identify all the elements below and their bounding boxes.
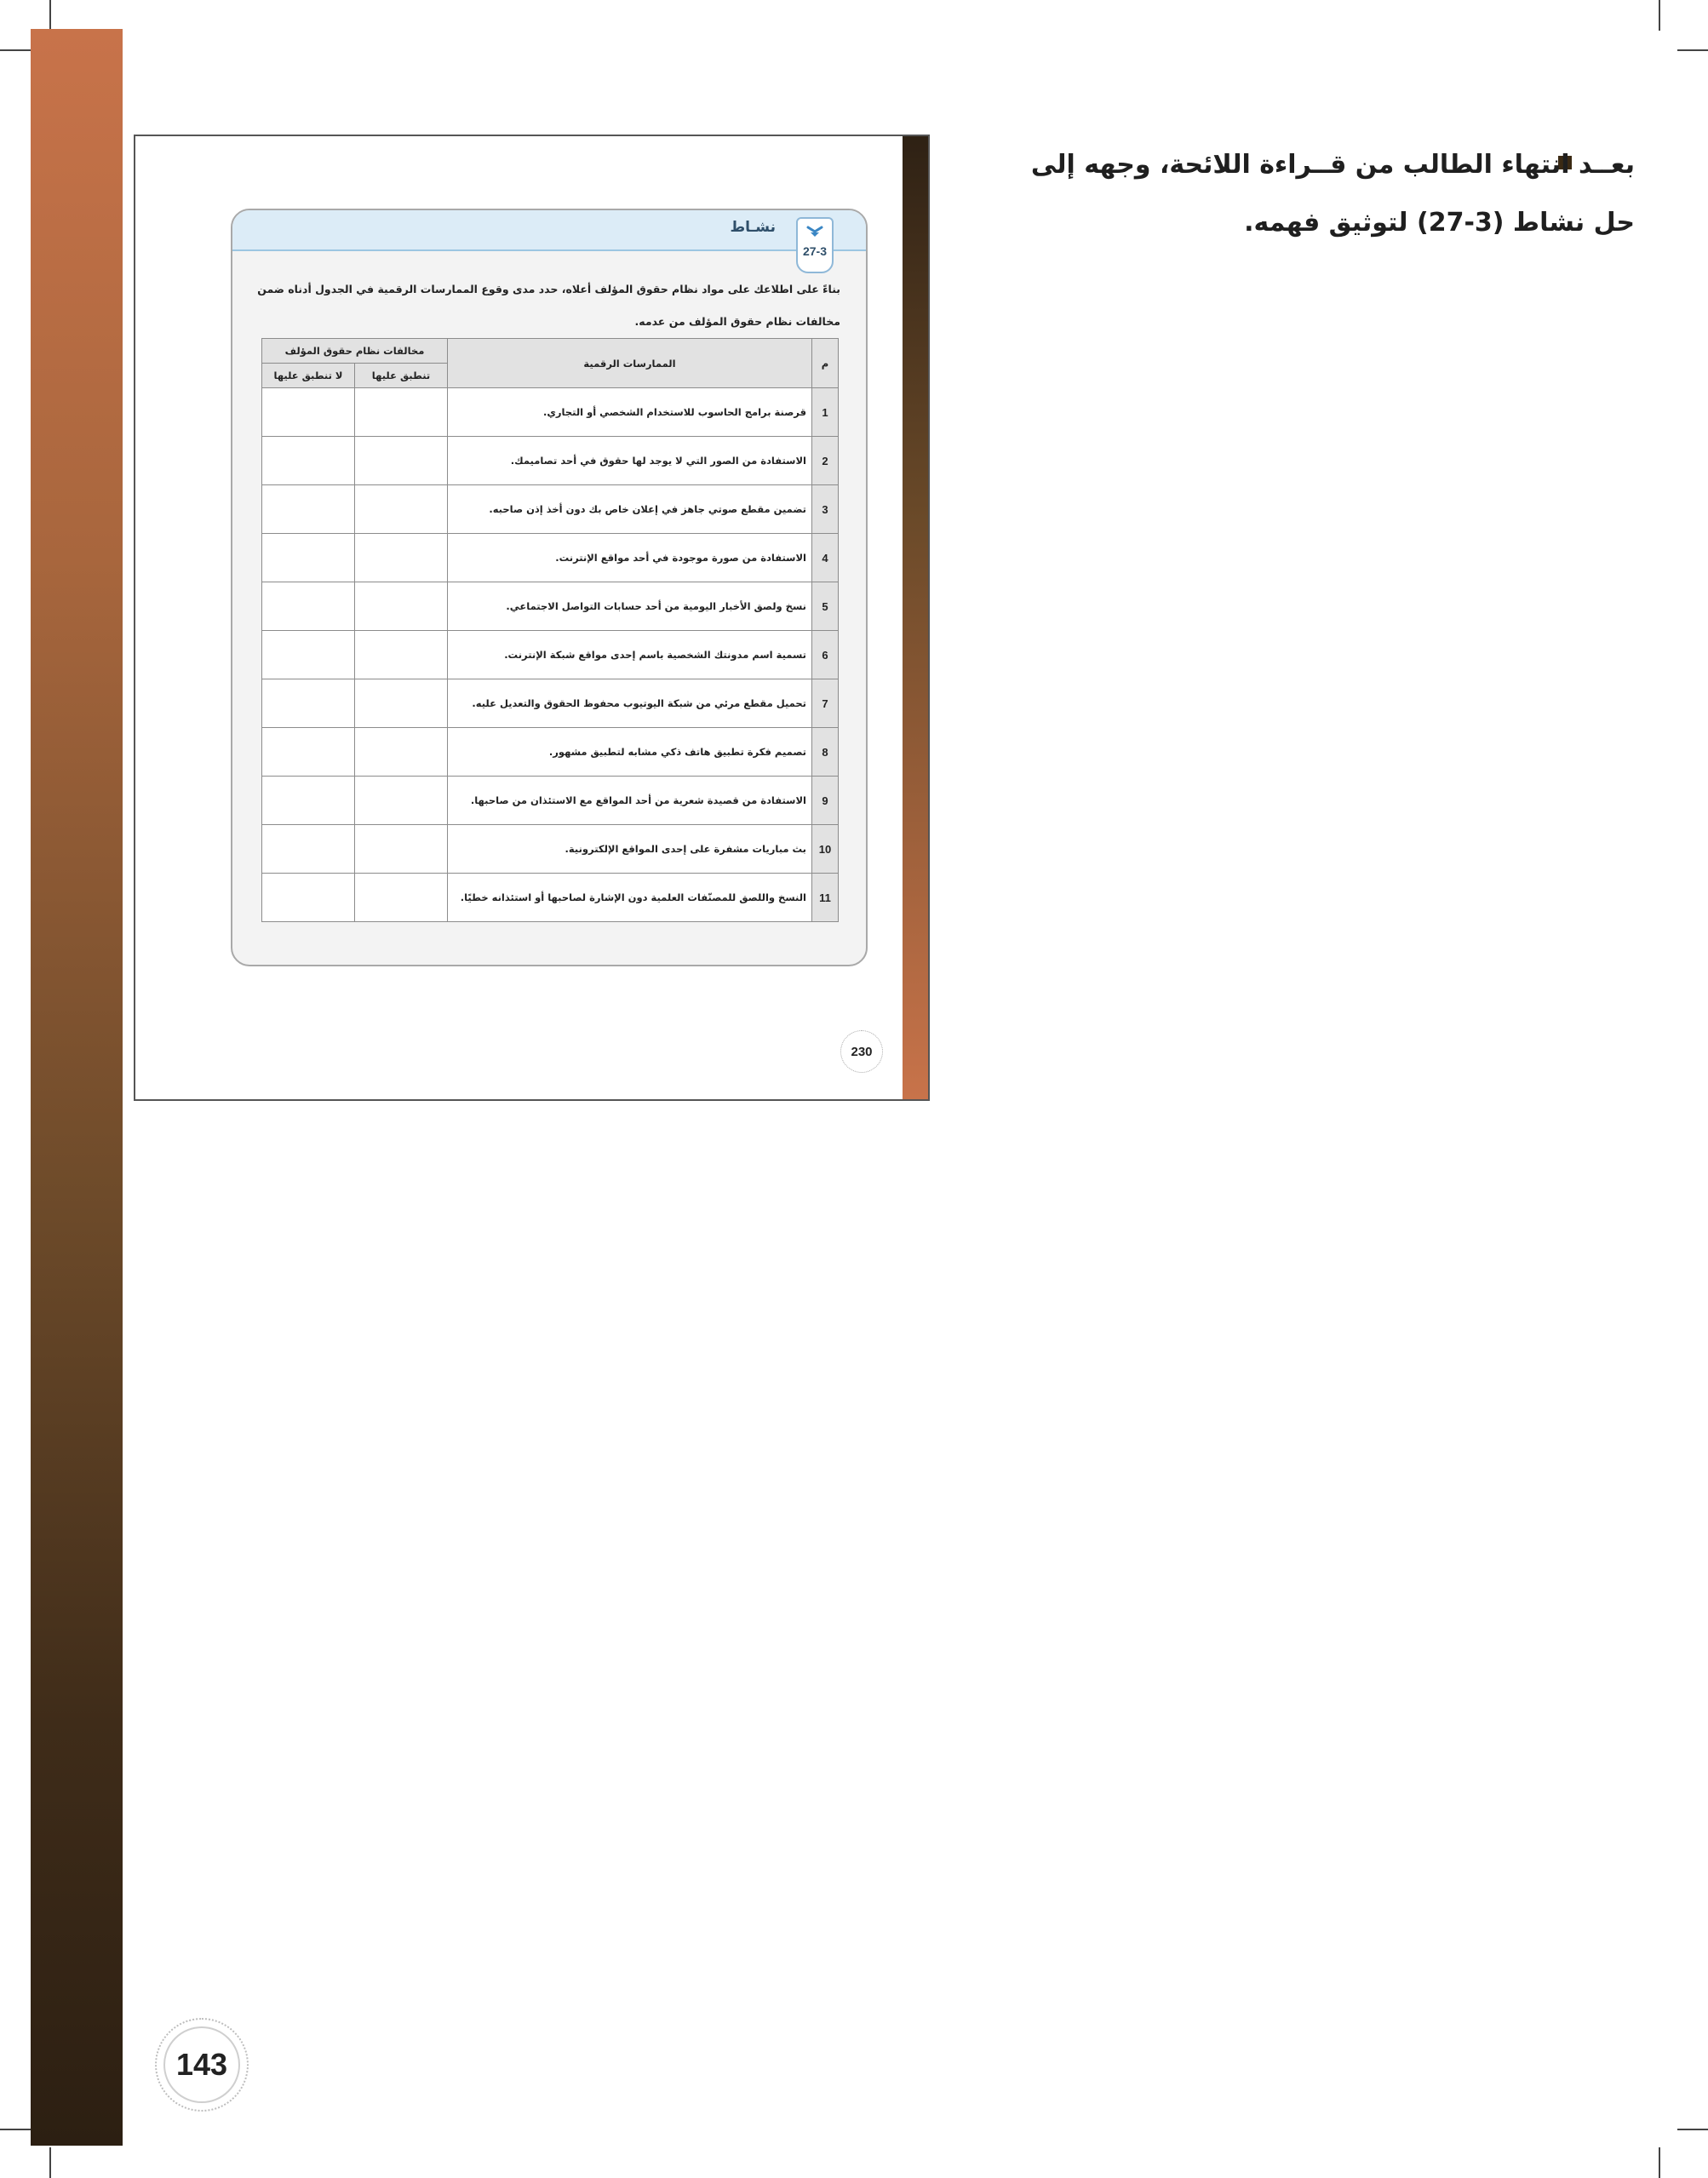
instruction-line-1: بعــد انتهاء الطالب من قــراءة اللائحة، وجهه إلى bbox=[1030, 150, 1635, 180]
row-number: 8 bbox=[812, 728, 839, 777]
embedded-page-number: 230 bbox=[840, 1030, 883, 1073]
practice-text: تضمين مقطع صوتي جاهز في إعلان خاص بك دون أخذ إذن صاحبه. bbox=[448, 485, 812, 534]
practice-text: الاستفادة من صورة موجودة في أحد مواقع الإنترنت. bbox=[448, 534, 812, 582]
table-row bbox=[262, 679, 839, 728]
table-row bbox=[262, 874, 839, 922]
activity-header bbox=[232, 210, 866, 251]
not-applies-cell bbox=[262, 874, 355, 922]
crop-mark bbox=[49, 2147, 51, 2178]
table-row bbox=[262, 825, 839, 874]
activity-number: 27-3 bbox=[802, 244, 828, 258]
col-header-applies: تنطبق عليها bbox=[355, 364, 448, 388]
table-row bbox=[262, 631, 839, 679]
col-header-num: م bbox=[812, 339, 839, 388]
activity-icon bbox=[805, 224, 824, 239]
row-number: 5 bbox=[812, 582, 839, 631]
table-row bbox=[262, 534, 839, 582]
applies-cell bbox=[355, 388, 448, 437]
not-applies-cell bbox=[262, 631, 355, 679]
table-row bbox=[262, 437, 839, 485]
row-number: 11 bbox=[812, 874, 839, 922]
not-applies-cell bbox=[262, 777, 355, 825]
crop-mark bbox=[1659, 0, 1660, 31]
applies-cell bbox=[355, 777, 448, 825]
table-row bbox=[262, 485, 839, 534]
row-number: 2 bbox=[812, 437, 839, 485]
not-applies-cell bbox=[262, 485, 355, 534]
left-decorative-bar bbox=[31, 29, 123, 2146]
applies-cell bbox=[355, 582, 448, 631]
applies-cell bbox=[355, 874, 448, 922]
table-row bbox=[262, 728, 839, 777]
crop-mark bbox=[0, 49, 31, 51]
col-header-practice: الممارسات الرقمية bbox=[448, 339, 812, 388]
row-number: 10 bbox=[812, 825, 839, 874]
practice-text: قرصنة برامج الحاسوب للاستخدام الشخصي أو التجاري. bbox=[448, 388, 812, 437]
practice-text: نسخ ولصق الأخبار اليومية من أحد حسابات التواصل الاجتماعي. bbox=[448, 582, 812, 631]
practices-table bbox=[261, 338, 839, 922]
row-number: 1 bbox=[812, 388, 839, 437]
activity-badge bbox=[796, 217, 834, 273]
practice-text: النسخ واللصق للمصنّفات العلمية دون الإشارة لصاحبها أو استئذانه خطيًا. bbox=[448, 874, 812, 922]
crop-mark bbox=[0, 2129, 31, 2130]
not-applies-cell bbox=[262, 825, 355, 874]
applies-cell bbox=[355, 631, 448, 679]
crop-mark bbox=[1659, 2147, 1660, 2178]
activity-box bbox=[231, 209, 868, 966]
not-applies-cell bbox=[262, 388, 355, 437]
embedded-page-side-strip bbox=[903, 136, 928, 1099]
table-row bbox=[262, 777, 839, 825]
applies-cell bbox=[355, 679, 448, 728]
practice-text: تسمية اسم مدونتك الشخصية باسم إحدى مواقع شبكة الإنترنت. bbox=[448, 631, 812, 679]
not-applies-cell bbox=[262, 728, 355, 777]
applies-cell bbox=[355, 437, 448, 485]
practice-text: تحميل مقطع مرئي من شبكة اليوتيوب محفوظ الحقوق والتعديل عليه. bbox=[448, 679, 812, 728]
crop-mark bbox=[1677, 2129, 1708, 2130]
row-number: 4 bbox=[812, 534, 839, 582]
practice-text: بث مباريات مشفرة على إحدى المواقع الإلكترونية. bbox=[448, 825, 812, 874]
applies-cell bbox=[355, 485, 448, 534]
instruction-text bbox=[1013, 136, 1635, 252]
col-header-not-applies: لا تنطبق عليها bbox=[262, 364, 355, 388]
not-applies-cell bbox=[262, 582, 355, 631]
applies-cell bbox=[355, 728, 448, 777]
crop-mark bbox=[49, 0, 51, 31]
row-number: 3 bbox=[812, 485, 839, 534]
instruction-line-2: حل نشاط (3-27) لتوثيق فهمه. bbox=[1244, 208, 1635, 238]
activity-title: نشـاط bbox=[730, 219, 776, 236]
page-number-ring bbox=[155, 2018, 249, 2112]
col-header-violations: مخالفات نظام حقوق المؤلف bbox=[262, 339, 448, 364]
table-row bbox=[262, 582, 839, 631]
practice-text: الاستفادة من قصيدة شعرية من أحد المواقع مع الاستئذان من صاحبها. bbox=[448, 777, 812, 825]
practice-text: تصميم فكرة تطبيق هاتف ذكي مشابه لتطبيق مشهور. bbox=[448, 728, 812, 777]
page-number: 143 bbox=[163, 2026, 240, 2103]
applies-cell bbox=[355, 534, 448, 582]
table-row bbox=[262, 388, 839, 437]
embedded-page-image bbox=[134, 135, 930, 1101]
row-number: 9 bbox=[812, 777, 839, 825]
not-applies-cell bbox=[262, 679, 355, 728]
crop-mark bbox=[1677, 49, 1708, 51]
applies-cell bbox=[355, 825, 448, 874]
activity-instructions: بناءً على اطلاعك على مواد نظام حقوق المؤلف أعلاه، حدد مدى وقوع الممارسات الرقمية في الجدول أدناه ضمن مخالفات نظام حقوق المؤلف من عدمه. bbox=[257, 283, 840, 328]
practices-table-body bbox=[262, 388, 839, 922]
not-applies-cell bbox=[262, 437, 355, 485]
row-number: 6 bbox=[812, 631, 839, 679]
practice-text: الاستفادة من الصور التي لا يوجد لها حقوق في أحد تصاميمك. bbox=[448, 437, 812, 485]
row-number: 7 bbox=[812, 679, 839, 728]
not-applies-cell bbox=[262, 534, 355, 582]
